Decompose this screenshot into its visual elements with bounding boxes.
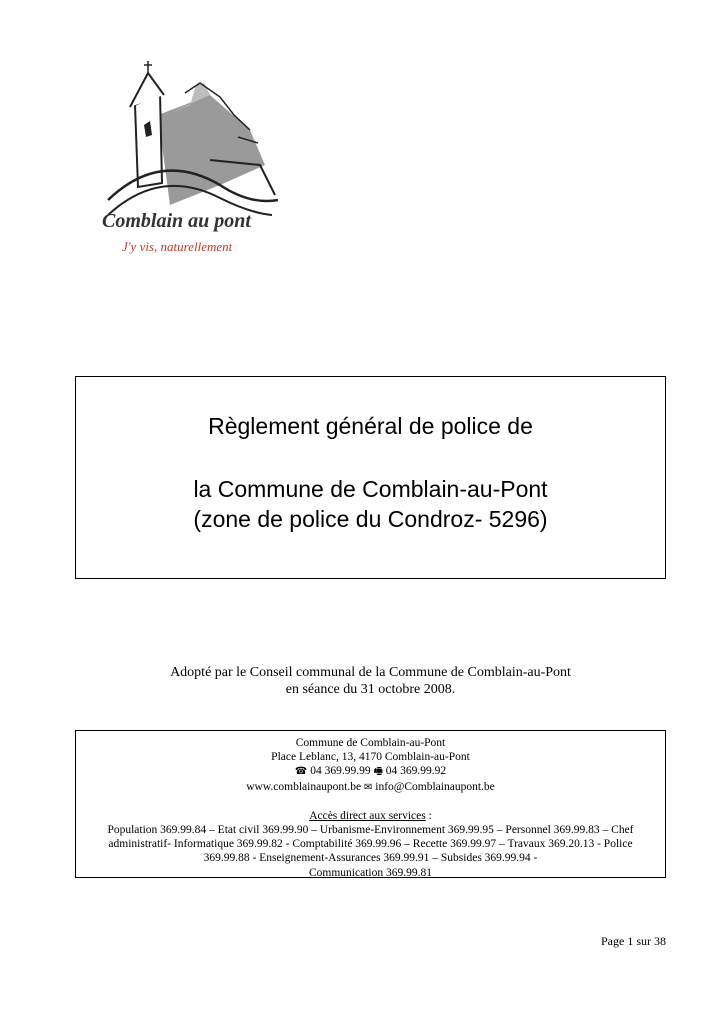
services-line: administratif- Informatique 369.99.82 - Comptabilité 369.99.96 – Recette 369.99.97 – Travaux 369.20.13 - Police [108, 838, 633, 851]
email-icon: ✉ [363, 781, 373, 793]
adoption-line-2: en séance du 31 octobre 2008. [285, 682, 456, 697]
services-colon: : [425, 809, 432, 822]
title-line-3: (zone de police du Condroz- 5296) [193, 506, 548, 532]
title-line-2: la Commune de Comblain-au-Pont [193, 476, 548, 502]
contact-phone-line [76, 764, 665, 779]
fax-icon: 🖷 [373, 766, 383, 778]
contact-fax: 04 369.99.92 [385, 765, 447, 778]
title-box [75, 376, 666, 579]
adoption-notice [75, 664, 666, 698]
logo-name: Comblain au pont [102, 210, 251, 232]
services-heading: Accès direct aux services [309, 809, 426, 822]
services-line: 369.99.88 - Enseignement-Assurances 369.99.91 – Subsides 369.99.94 - [203, 852, 538, 865]
adoption-line-1: Adopté par le Conseil communal de la Commune de Comblain-au-Pont [170, 665, 571, 680]
contact-web-line [76, 780, 665, 795]
commune-logo [100, 55, 290, 265]
services-line: Population 369.99.84 – Etat civil 369.99.90 – Urbanisme-Environnement 369.99.95 – Personnel 369.99.83 – Chef [107, 824, 634, 837]
contact-address: Place Leblanc, 13, 4170 Comblain-au-Pont [271, 751, 470, 764]
logo-tagline: J'y vis, naturellement [122, 239, 233, 254]
services-line: Communication 369.99.81 [309, 866, 432, 879]
title-line-1: Règlement général de police de [208, 413, 533, 439]
contact-name: Commune de Comblain-au-Pont [295, 737, 446, 749]
contact-phone: 04 369.99.99 [310, 765, 371, 778]
services-heading-line [76, 809, 665, 823]
contact-email[interactable]: info@Comblainaupont.be [375, 780, 495, 793]
phone-icon: ☎ [294, 766, 308, 778]
contact-box [75, 730, 666, 878]
contact-website[interactable]: www.comblainaupont.be [246, 780, 362, 793]
page-number: Page 1 sur 38 [601, 934, 666, 948]
